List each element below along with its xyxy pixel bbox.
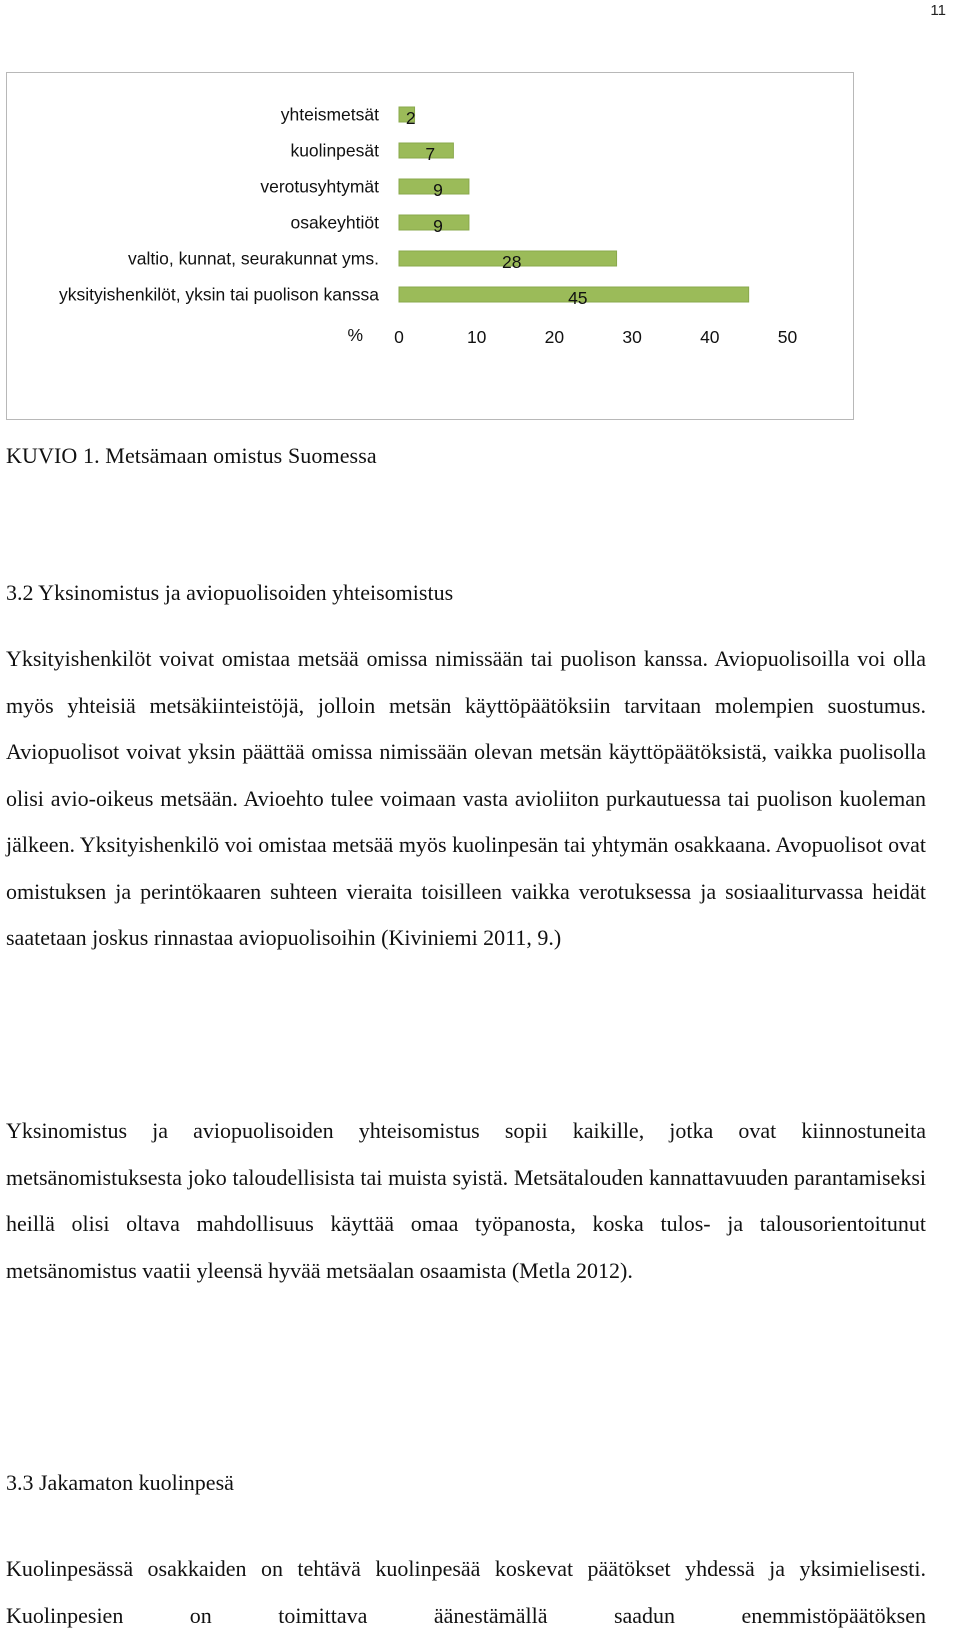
bar-value-label: 9 [433, 180, 443, 200]
category-label: kuolinpesät [290, 140, 379, 161]
category-label: verotusyhtymät [260, 176, 379, 197]
category-label: yhteismetsät [280, 104, 379, 125]
paragraph-yksinomistus: Yksinomistus ja aviopuolisoiden yhteisomistus sopii kaikille, jotka ovat kiinnostuneita metsänomistuksesta joko taloudellisista tai muista syistä. Metsätalouden kannattavuuden parantamiseksi heillä olisi oltava mahdollisuus käyttää omaa työpanosta, koska tulos- ja talousorientoitunut metsänomistus vaatii yleensä hyvää metsäalan osaamista (Metla 2012). [6, 1118, 926, 1283]
x-tick-label: 10 [466, 327, 487, 347]
page-number: 11 [930, 2, 946, 19]
ownership-bar-chart [6, 72, 854, 420]
x-axis-label: % [347, 325, 363, 345]
bar-value-label: 45 [568, 288, 588, 308]
bar-value-label: 7 [425, 144, 436, 164]
bar-value-label: 28 [502, 252, 522, 272]
category-label: valtio, kunnat, seurakunnat yms. [128, 248, 379, 269]
paragraph-yksityishenkilot: Yksityishenkilöt voivat omistaa metsää omissa nimissään tai puolison kanssa. Aviopuolisoilla voi olla myös yhteisiä metsäkiinteistöjä, jolloin metsän käyttöpäätöksiin tarvitaan molempien suostumus. Aviopuolisot voivat yksin päättää omissa nimissään olevan metsän käyttöpäätöksistä, vaikka puolisolla olisi avio-oikeus metsään. Avioehto tulee voimaan vasta avioliiton purkautuessa tai puolison kuoleman jälkeen. Yksityishenkilö voi omistaa metsää myös kuolinpesän tai yhtymän osakkaana. Avopuolisot ovat omistuksen ja perintökaaren suhteen vieraita toisilleen vaikka verotuksessa ja sosiaaliturvassa heidät saatetaan joskus rinnastaa aviopuolisoihin (Kiviniemi 2011, 9.) [6, 646, 926, 950]
x-tick-label: 50 [777, 327, 798, 347]
section-heading-3-2: 3.2 Yksinomistus ja aviopuolisoiden yhteisomistus [6, 580, 454, 605]
bar-value-label: 9 [433, 216, 443, 236]
x-tick-label: 0 [394, 327, 404, 347]
category-label: osakeyhtiöt [290, 212, 379, 233]
x-tick-label: 20 [544, 327, 565, 347]
bar-value-label: 2 [405, 108, 416, 128]
category-label: yksityishenkilöt, yksin tai puolison kanssa [58, 284, 379, 305]
paragraph-kuolinpesa: Kuolinpesässä osakkaiden on tehtävä kuolinpesää koskevat päätökset yhdessä ja yksimielisesti. Kuolinpesien on toimittava äänestämällä saadun enemmistöpäätöksen [6, 1556, 926, 1628]
chart-canvas [7, 73, 853, 419]
x-tick-label: 30 [622, 327, 642, 347]
section-heading-3-3: 3.3 Jakamaton kuolinpesä [6, 1470, 234, 1495]
x-tick-label: 40 [700, 327, 720, 347]
figure-caption: KUVIO 1. Metsämaan omistus Suomessa [6, 443, 377, 468]
